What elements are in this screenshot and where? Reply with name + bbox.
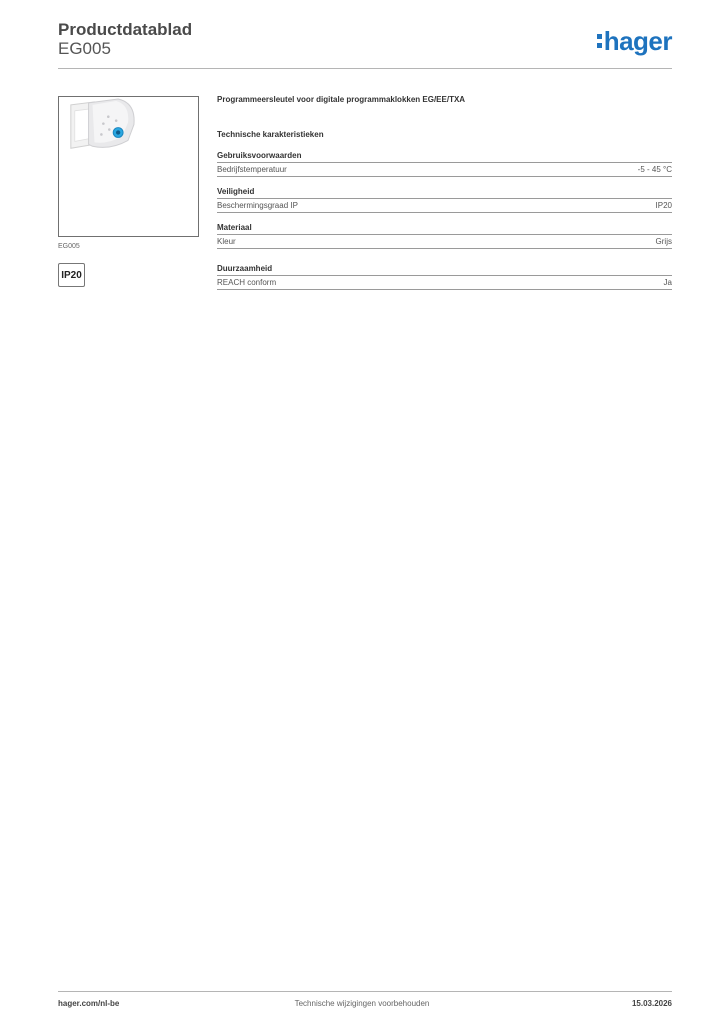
spec-label: Kleur bbox=[217, 237, 236, 246]
section-heading: Duurzaamheid bbox=[217, 264, 672, 276]
section-heading: Veiligheid bbox=[217, 187, 672, 199]
spec-value: Grijs bbox=[655, 237, 672, 246]
product-image bbox=[58, 96, 199, 237]
product-code: EG005 bbox=[58, 39, 111, 58]
section-heading: Materiaal bbox=[217, 223, 672, 235]
hager-logo bbox=[597, 27, 672, 55]
spec-row bbox=[217, 276, 672, 290]
characteristics-title: Technische karakteristieken bbox=[217, 130, 324, 139]
section-veiligheid bbox=[217, 187, 672, 213]
footer-date: 15.03.2026 bbox=[631, 999, 672, 1008]
programming-key-illustration bbox=[59, 97, 198, 236]
logo-text: hager bbox=[603, 26, 672, 56]
section-heading: Gebruiksvoorwaarden bbox=[217, 151, 672, 163]
spec-row bbox=[217, 235, 672, 249]
footer-notice: Technische wijzigingen voorbehouden bbox=[294, 999, 430, 1008]
logo-dots-icon bbox=[597, 34, 602, 48]
spec-label: REACH conform bbox=[217, 278, 277, 287]
section-duurzaamheid bbox=[217, 264, 672, 290]
product-description: Programmeersleutel voor digitale programmaklokken EG/EE/TXA bbox=[217, 95, 466, 104]
spec-value: -5 - 45 °C bbox=[637, 165, 672, 174]
ip-rating-badge: IP20 bbox=[58, 263, 85, 287]
header-divider bbox=[58, 68, 672, 69]
section-gebruiksvoorwaarden bbox=[217, 151, 672, 177]
product-details bbox=[217, 95, 672, 290]
spec-label: Bedrijfstemperatuur bbox=[217, 165, 287, 174]
document-title: Productdatablad bbox=[58, 20, 193, 39]
spec-row bbox=[217, 163, 672, 177]
footer-divider bbox=[58, 991, 672, 992]
spec-label: Beschermingsgraad IP bbox=[217, 201, 298, 210]
spec-value: IP20 bbox=[655, 201, 672, 210]
image-caption: EG005 bbox=[58, 243, 80, 250]
section-materiaal bbox=[217, 223, 672, 249]
footer-website-link[interactable]: hager.com/nl-be bbox=[58, 999, 120, 1008]
spec-value: Ja bbox=[663, 278, 672, 287]
spec-row bbox=[217, 199, 672, 213]
